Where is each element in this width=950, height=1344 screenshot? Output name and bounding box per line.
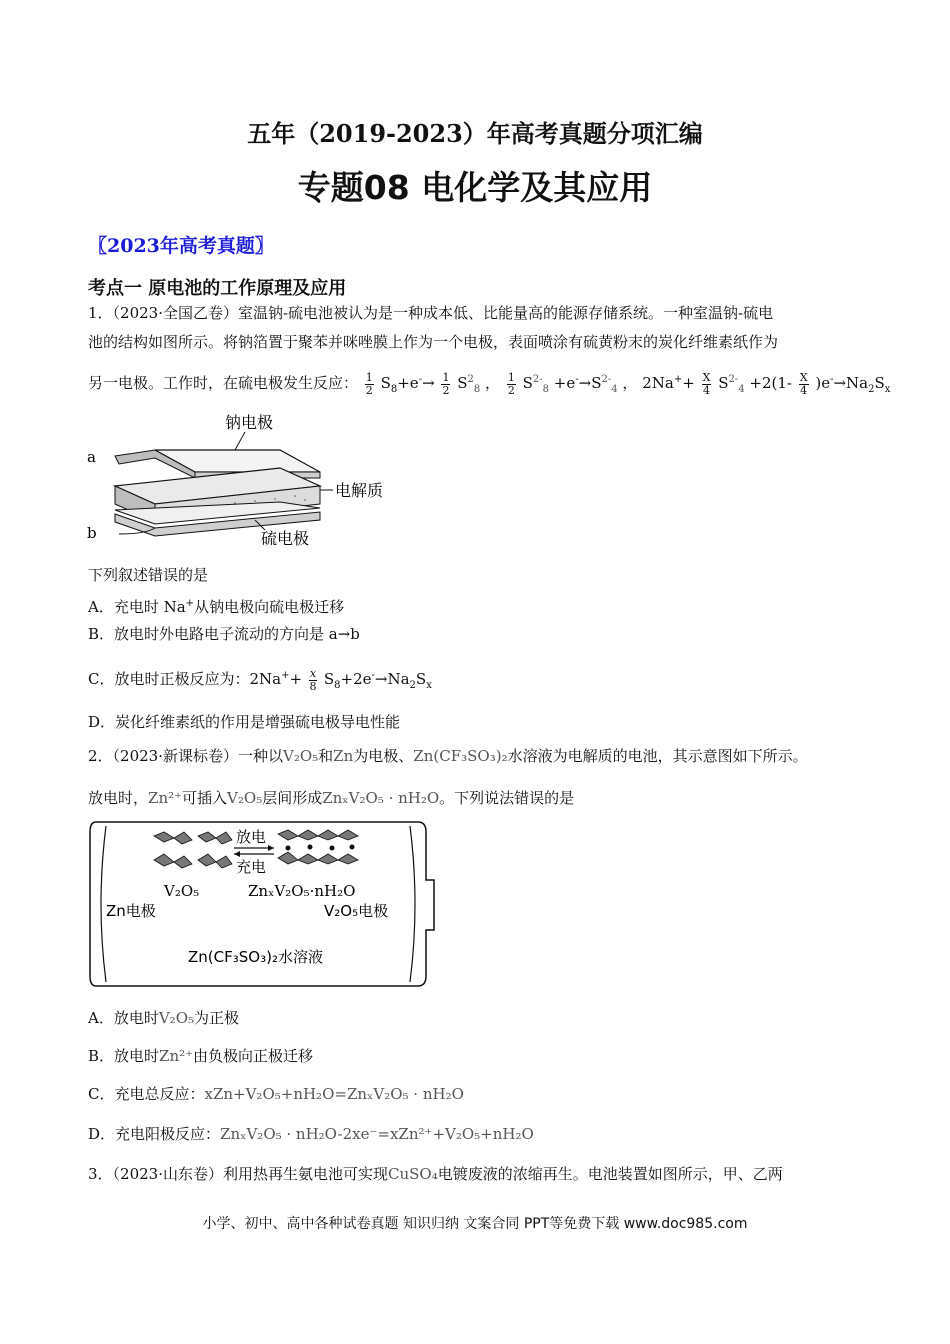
q1-line1: 1．（2023·全国乙卷）室温钠-硫电池被认为是一种成本低、比能量高的能源存储系统。一种室温钠-硫电: [88, 304, 774, 322]
label-znxv2o5: ZnₓV₂O₅·nH₂O: [248, 882, 356, 900]
fraction-x-over-8: $\frac{x}{8}$: [309, 666, 317, 693]
q1-option-d: D．炭化纤维素纸的作用是增强硫电极导电性能: [88, 713, 401, 731]
section-heading: 〖2023年高考真题〗: [88, 235, 274, 257]
page-footer: 小学、初中、高中各种试卷真题 知识归纳 文案合同 PPT等免费下载 www.doc985.com: [202, 1216, 748, 1232]
subsection-heading: 考点一 原电池的工作原理及应用: [88, 278, 347, 299]
fraction-half: $\frac{1}{2}$: [365, 370, 373, 397]
label-electrolyte-solution: Zn(CF₃SO₃)₂水溶液: [188, 948, 323, 966]
zn-v2o5-battery-figure: [88, 818, 438, 990]
q2-line2: 放电时，Zn²⁺可插入V₂O₅层间形成ZnₓV₂O₅ · nH₂O。下列说法错误的是: [88, 789, 575, 807]
q2-option-c: C．充电总反应：xZn+V₂O₅+nH₂O=ZnₓV₂O₅ · nH₂O: [88, 1085, 464, 1103]
label-sodium-electrode: 钠电极: [225, 413, 274, 432]
document-title-series: 五年（2019-2023）年高考真题分项汇编: [247, 119, 703, 148]
q2-option-b: B．放电时Zn²⁺由负极向正极迁移: [88, 1047, 314, 1065]
fraction-half-2: $\frac{1}{2}$: [442, 370, 450, 397]
q1-option-b: B．放电时外电路电子流动的方向是 a→b: [88, 625, 360, 643]
label-v2o5: V₂O₅: [164, 882, 200, 900]
q3-line1: 3．（2023·山东卷）利用热再生氨电池可实现CuSO₄电镀废液的浓缩再生。电池装置如图所示，甲、乙两: [88, 1165, 783, 1183]
fraction-x-over-4-b: $\frac{X}{4}$: [799, 370, 808, 397]
q1-line3-prefix: 另一电极。工作时，在硫电极发生反应：: [88, 374, 359, 392]
q2-line1: 2．（2023·新课标卷）一种以V₂O₅和Zn为电极、Zn(CF₃SO₃)₂水溶液为电解质的电池，其示意图如下所示。: [88, 747, 808, 765]
label-charge: 充电: [236, 858, 267, 876]
fraction-x-over-4: $\frac{X}{4}$: [702, 370, 711, 397]
label-v2o5-electrode: V₂O₅电极: [324, 902, 389, 920]
label-b: b: [87, 524, 97, 542]
document-title-topic: 专题08 电化学及其应用: [297, 168, 653, 207]
label-electrolyte: 电解质: [335, 481, 384, 500]
fraction-half-3: $\frac{1}{2}$: [507, 370, 515, 397]
q2-option-a: A．放电时V₂O₅为正极: [88, 1009, 240, 1027]
q1-stem: 下列叙述错误的是: [88, 566, 209, 584]
label-zn-electrode: Zn电极: [106, 902, 156, 920]
q1-option-a: A．充电时 Na+从钠电极向硫电极迁移: [88, 598, 345, 616]
label-sulfur-electrode: 硫电极: [261, 529, 310, 548]
q2-option-d: D．充电阳极反应：ZnₓV₂O₅ · nH₂O-2xe⁻=xZn²⁺+V₂O₅+nH₂O: [88, 1125, 534, 1143]
q1-line2: 池的结构如图所示。将钠箔置于聚苯并咪唑膜上作为一个电极，表面喷涂有硫黄粉末的炭化纤维素纸作为: [88, 333, 779, 351]
q1-line3: 另一电极。工作时，在硫电极发生反应： $\frac{1}{2}$ $S_8+e^-\to$ $\frac{1}{2}$ $S^2_8$ ， $\frac{1}{2}$ $S^{2-}_8 +e^-\to S^{2-}_4$ ， 2Na++ $\frac{X}{4}$ $S^{2-}_4 +2(1-$ $\frac{X}{4}$ )$e^-\to Na_2S_x$: [88, 370, 891, 397]
na-s-battery-figure: [85, 410, 405, 550]
q1-option-c: C．放电时正极反应为：2Na++ $\frac{x}{8}$ $S_8+2e^-\to Na_2S_x$: [88, 666, 432, 693]
label-discharge: 放电: [236, 828, 267, 846]
label-a: a: [87, 448, 96, 466]
